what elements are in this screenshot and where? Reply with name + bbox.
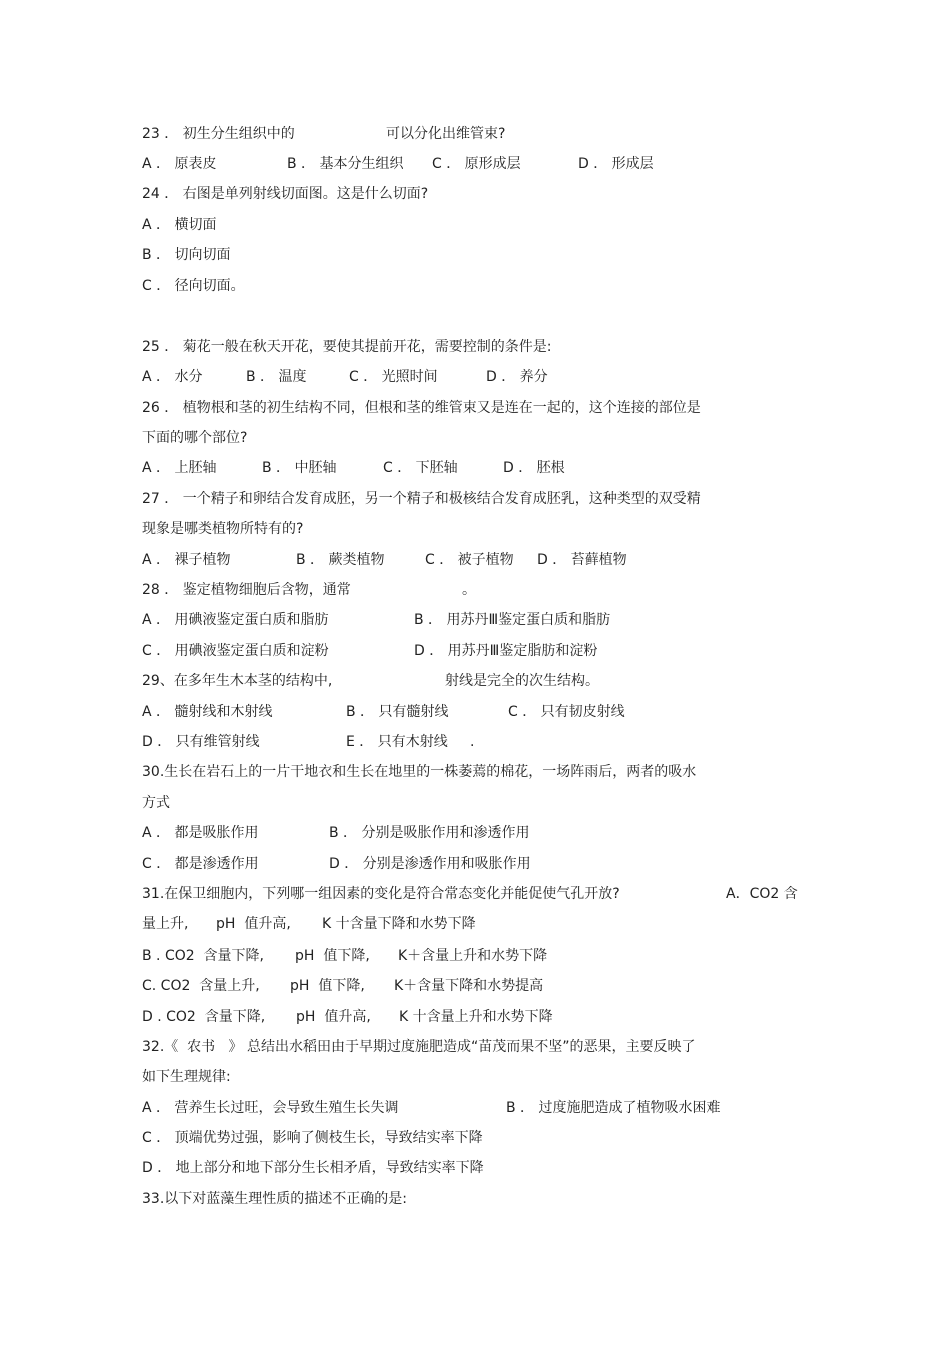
q26-option-a: A ． 上胚轴 [142,460,217,476]
q26-option-c: C ． 下胚轴 [383,460,458,476]
q26-stem-line1: 26 ． 植物根和茎的初生结构不同，但根和茎的维管束又是连在一起的，这个连接的部位是 [142,400,701,416]
q30-option-c: C ． 都是渗透作用 [142,856,259,872]
q29-option-c: C ． 只有韧皮射线 [508,704,625,720]
q23-option-d: D ． 形成层 [578,156,654,172]
q31-option-b-part3: K＋含量上升和水势下降 [398,948,548,964]
q31-option-c-part2: pH 值下降, [290,978,365,994]
q31-option-a-line2b: pH 值升高, [216,916,291,932]
q31-option-b-part2: pH 值下降, [295,948,370,964]
q27-option-d: D ． 苔藓植物 [537,552,627,568]
q23-option-c: C ． 原形成层 [432,156,521,172]
q28-stem-end: 。 [462,582,476,598]
q31-option-a-line1: A．CO2 含 [726,886,798,902]
q32-option-a: A ． 营养生长过旺，会导致生殖生长失调 [142,1100,399,1116]
q25-option-d: D ． 养分 [486,369,548,385]
q31-option-c-part3: K＋含量下降和水势提高 [394,978,544,994]
q25-option-c: C ． 光照时间 [349,369,438,385]
q32-option-b: B ． 过度施肥造成了植物吸水困难 [506,1100,721,1116]
q24-option-a: A ． 横切面 [142,217,217,233]
q29-stem-end: 射线是完全的次生结构。 [445,673,599,689]
q23-option-b: B ． 基本分生组织 [287,156,404,172]
q31-option-d-part2: pH 值升高, [296,1009,371,1025]
q28-option-a: A ． 用碘液鉴定蛋白质和脂肪 [142,612,329,628]
q30-option-d: D ． 分别是渗透作用和吸胀作用 [329,856,531,872]
q31-option-d-part1: D . CO2 含量下降, [142,1009,266,1025]
q32-stem-line1: 32.《 农书 》 总结出水稻田由于早期过度施肥造成“苗茂而果不坚”的恶果，主要反映了 [142,1039,696,1055]
q30-stem-line2: 方式 [142,795,170,811]
q32-option-c: C ． 顶端优势过强，影响了侧枝生长，导致结实率下降 [142,1130,483,1146]
q23-stem: 23 ． 初生分生组织中的 [142,126,295,142]
q29-option-e-end: . [470,734,475,750]
q26-stem-line2: 下面的哪个部位? [142,430,248,446]
q24-stem: 24 ． 右图是单列射线切面图。这是什么切面? [142,186,429,202]
q26-option-b: B ． 中胚轴 [262,460,337,476]
q28-option-c: C ． 用碘液鉴定蛋白质和淀粉 [142,643,329,659]
q32-stem-line2: 如下生理规律: [142,1069,231,1085]
q27-stem-line1: 27 ． 一个精子和卵结合发育成胚，另一个精子和极核结合发育成胚乳，这种类型的双受精 [142,491,701,507]
q31-option-d-part3: K 十含量上升和水势下降 [399,1009,553,1025]
q28-option-b: B ． 用苏丹Ⅲ鉴定蛋白质和脂肪 [414,612,611,628]
q23-stem-end: 可以分化出维管束? [386,126,506,142]
q29-option-a: A ． 髓射线和木射线 [142,704,273,720]
q30-option-a: A ． 都是吸胀作用 [142,825,259,841]
q24-option-b: B ． 切向切面 [142,247,231,263]
q29-option-d: D ． 只有维管射线 [142,734,260,750]
q28-stem: 28 ． 鉴定植物细胞后含物，通常 [142,582,351,598]
q27-option-a: A ． 裸子植物 [142,552,231,568]
q25-option-b: B ． 温度 [246,369,307,385]
q31-option-a-line2c: K 十含量下降和水势下降 [322,916,476,932]
q31-stem-line1: 31.在保卫细胞内，下列哪一组因素的变化是符合常态变化并能促使气孔开放? [142,886,620,902]
q29-option-e: E ． 只有木射线 [346,734,448,750]
q29-stem: 29、在多年生木本茎的结构中, [142,673,333,689]
q24-option-c: C ． 径向切面。 [142,278,245,294]
q27-option-c: C ． 被子植物 [425,552,514,568]
q27-option-b: B ． 蕨类植物 [296,552,385,568]
q31-option-a-line2a: 量上升, [142,916,189,932]
q27-stem-line2: 现象是哪类植物所特有的? [142,521,304,537]
q30-stem-line1: 30.生长在岩石上的一片干地衣和生长在地里的一株萎蔫的棉花，一场阵雨后，两者的吸水 [142,764,697,780]
q31-option-c-part1: C. CO2 含量上升, [142,978,260,994]
q23-option-a: A ． 原表皮 [142,156,217,172]
q31-option-b-part1: B . CO2 含量下降, [142,948,265,964]
q32-option-d: D ． 地上部分和地下部分生长相矛盾，导致结实率下降 [142,1160,484,1176]
q30-option-b: B ． 分别是吸胀作用和渗透作用 [329,825,530,841]
q33-stem: 33.以下对蓝藻生理性质的描述不正确的是: [142,1191,407,1207]
q29-option-b: B ． 只有髓射线 [346,704,449,720]
q26-option-d: D ． 胚根 [503,460,565,476]
q25-stem: 25 ． 菊花一般在秋天开花，要使其提前开花，需要控制的条件是: [142,339,552,355]
q28-option-d: D ． 用苏丹Ⅲ鉴定脂肪和淀粉 [414,643,598,659]
q25-option-a: A ． 水分 [142,369,203,385]
